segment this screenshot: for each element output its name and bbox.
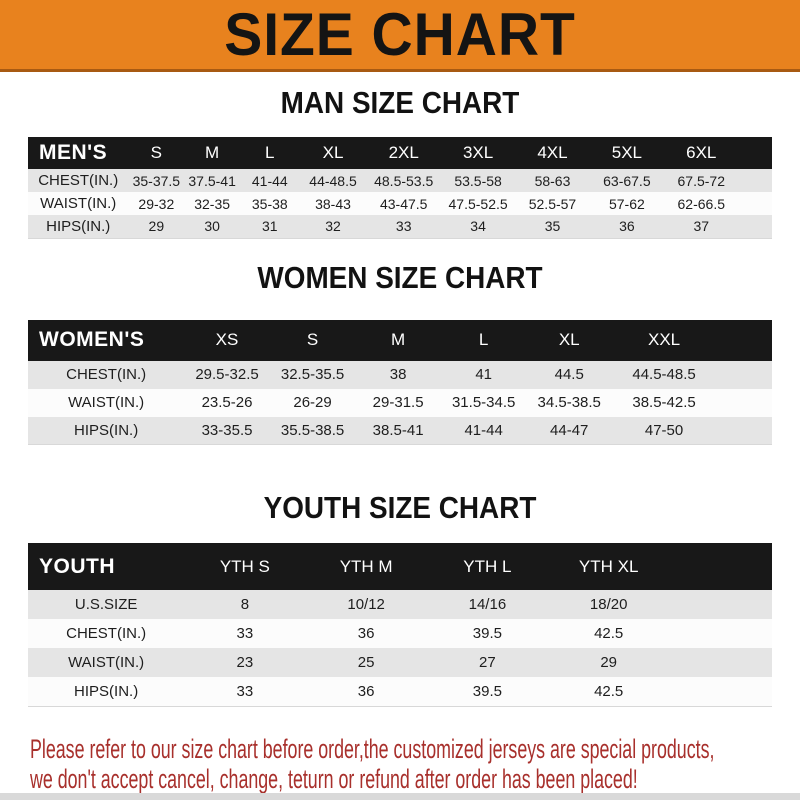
column-header: YTH M: [339, 556, 393, 576]
page-title: SIZE CHART: [224, 0, 576, 68]
women-header-bar: [28, 320, 772, 361]
size-cell: 44.5-48.5: [632, 366, 696, 383]
men-size-table: [28, 137, 772, 239]
size-cell: 30: [184, 215, 240, 238]
size-cell: 39.5: [472, 625, 502, 642]
men-heading: MAN SIZE CHART: [280, 85, 520, 120]
size-cell: 33: [184, 677, 305, 706]
size-cell: 35-37.5: [132, 172, 181, 189]
column-header: YTH XL: [578, 556, 639, 576]
size-cell: 44-47: [526, 417, 612, 445]
youth-section: [0, 491, 800, 707]
size-cell: 27: [479, 654, 496, 671]
size-cell: 41-44: [251, 172, 288, 189]
size-cell: 31.5-34.5: [451, 394, 516, 411]
size-cell: 31: [240, 215, 300, 238]
spacer-cell: [738, 137, 772, 169]
women-heading: WOMEN SIZE CHART: [257, 259, 543, 295]
size-cell: 39.5: [427, 677, 548, 706]
size-cell: 57-62: [608, 195, 645, 212]
size-cell: 29.5-32.5: [195, 366, 259, 383]
table-row: [28, 619, 772, 648]
size-cell: 29-32: [138, 195, 175, 212]
row-label: U.S.SIZE: [74, 596, 138, 613]
size-cell: 38: [389, 366, 407, 383]
size-cell: 29: [600, 654, 617, 671]
size-cell: 62-66.5: [677, 195, 725, 212]
size-cell: 42.5: [594, 625, 624, 642]
table-row: [28, 389, 772, 417]
column-header: XL: [558, 330, 580, 349]
table-row: [28, 361, 772, 389]
size-cell: 25: [357, 654, 375, 671]
column-header: YTH L: [463, 556, 512, 576]
size-cell: 35.5-38.5: [270, 417, 356, 445]
size-cell: 34.5-38.5: [537, 394, 601, 411]
women-table-title: WOMEN'S: [39, 328, 145, 351]
table-row: [28, 215, 772, 238]
size-cell: 18/20: [589, 596, 628, 613]
column-header: S: [150, 143, 162, 162]
table-row: [28, 417, 772, 445]
size-cell: 26-29: [293, 394, 332, 411]
size-cell: 32: [300, 215, 367, 238]
row-label: HIPS(IN.): [28, 215, 128, 238]
banner: [0, 0, 800, 72]
spacer-cell: [716, 389, 772, 417]
size-cell: 67.5-72: [677, 172, 725, 189]
size-cell: 36: [306, 677, 427, 706]
column-header: L: [265, 143, 275, 162]
size-cell: 47.5-52.5: [448, 195, 508, 212]
size-cell: 41: [475, 366, 492, 383]
size-cell: 44.5: [554, 366, 584, 383]
size-cell: 8: [240, 596, 250, 613]
column-header: 5XL: [611, 143, 642, 162]
column-header: M: [205, 143, 220, 162]
women-section: [0, 261, 800, 446]
spacer-cell: [738, 215, 772, 238]
spacer-cell: [738, 169, 772, 192]
spacer-cell: [716, 417, 772, 445]
women-size-table: [28, 320, 772, 446]
size-cell: 37.5-41: [188, 172, 236, 189]
size-cell: 44-48.5: [309, 172, 357, 189]
column-header: XS: [215, 330, 239, 349]
spacer-cell: [669, 590, 772, 619]
size-cell: 34: [441, 215, 515, 238]
column-header: YTH S: [219, 556, 270, 576]
column-header: XL: [322, 143, 344, 162]
men-table-title: MEN'S: [39, 141, 108, 164]
spacer-cell: [669, 648, 772, 677]
size-cell: 36: [357, 625, 375, 642]
size-cell: 23.5-26: [201, 394, 253, 411]
spacer-cell: [738, 192, 772, 215]
spacer-cell: [669, 543, 772, 590]
row-label: CHEST(IN.): [66, 366, 147, 383]
spacer-cell: [716, 320, 772, 361]
size-cell: 33-35.5: [184, 417, 270, 445]
size-cell: 43-47.5: [379, 195, 428, 212]
column-header: 4XL: [537, 143, 568, 162]
size-cell: 33: [236, 625, 254, 642]
size-cell: 35-38: [251, 195, 288, 212]
size-cell: 35: [515, 215, 589, 238]
men-header-bar: [28, 137, 772, 169]
size-cell: 52.5-57: [528, 195, 577, 212]
youth-table-title: YOUTH: [39, 554, 115, 578]
size-cell: 29-31.5: [372, 394, 424, 411]
row-label: WAIST(IN.): [68, 394, 145, 411]
row-label: WAIST(IN.): [68, 654, 145, 671]
youth-heading: YOUTH SIZE CHART: [263, 490, 537, 525]
size-cell: 37: [664, 215, 738, 238]
table-row: [28, 648, 772, 677]
size-cell: 29: [128, 215, 184, 238]
size-cell: 14/16: [468, 596, 507, 613]
size-cell: 23: [236, 654, 254, 671]
youth-header-bar: [28, 543, 772, 590]
table-row: [28, 590, 772, 619]
row-label: CHEST(IN.): [38, 172, 119, 189]
size-cell: 42.5: [548, 677, 669, 706]
notice-line-2: we don't accept cancel, change, teturn or refund after order has been placed!: [30, 763, 638, 794]
size-cell: 47-50: [612, 417, 716, 445]
youth-size-table: [28, 543, 772, 707]
size-cell: 58-63: [534, 172, 571, 189]
size-cell: 38.5-42.5: [632, 394, 696, 411]
column-header: M: [391, 330, 406, 349]
column-header: 3XL: [462, 143, 494, 162]
men-section: [0, 86, 800, 239]
column-header: L: [478, 330, 489, 349]
row-label: HIPS(IN.): [28, 417, 184, 445]
row-label: WAIST(IN.): [40, 195, 117, 212]
size-cell: 32.5-35.5: [280, 366, 345, 383]
spacer-cell: [716, 361, 772, 389]
size-cell: 36: [590, 215, 664, 238]
column-header: XXL: [647, 330, 681, 349]
table-row: [28, 169, 772, 192]
size-cell: 63-67.5: [603, 172, 651, 189]
column-header: S: [306, 330, 319, 349]
spacer-cell: [669, 619, 772, 648]
bottom-strip: [0, 793, 800, 800]
row-label: CHEST(IN.): [66, 625, 147, 642]
size-cell: 32-35: [194, 195, 231, 212]
size-cell: 41-44: [441, 417, 527, 445]
size-cell: 38.5-41: [355, 417, 441, 445]
size-cell: 38-43: [315, 195, 351, 212]
size-cell: 33: [367, 215, 441, 238]
size-cell: 53.5-58: [454, 172, 502, 189]
notice-line-1: Please refer to our size chart before order,the customized jerseys are special products,: [30, 733, 715, 764]
table-row: [28, 677, 772, 706]
spacer-cell: [669, 677, 772, 706]
column-header: 6XL: [686, 143, 717, 162]
column-header: 2XL: [388, 143, 419, 162]
row-label: HIPS(IN.): [28, 677, 184, 706]
table-row: [28, 192, 772, 215]
size-cell: 10/12: [347, 596, 385, 613]
footer-notice: [0, 734, 800, 794]
size-cell: 48.5-53.5: [374, 172, 434, 189]
